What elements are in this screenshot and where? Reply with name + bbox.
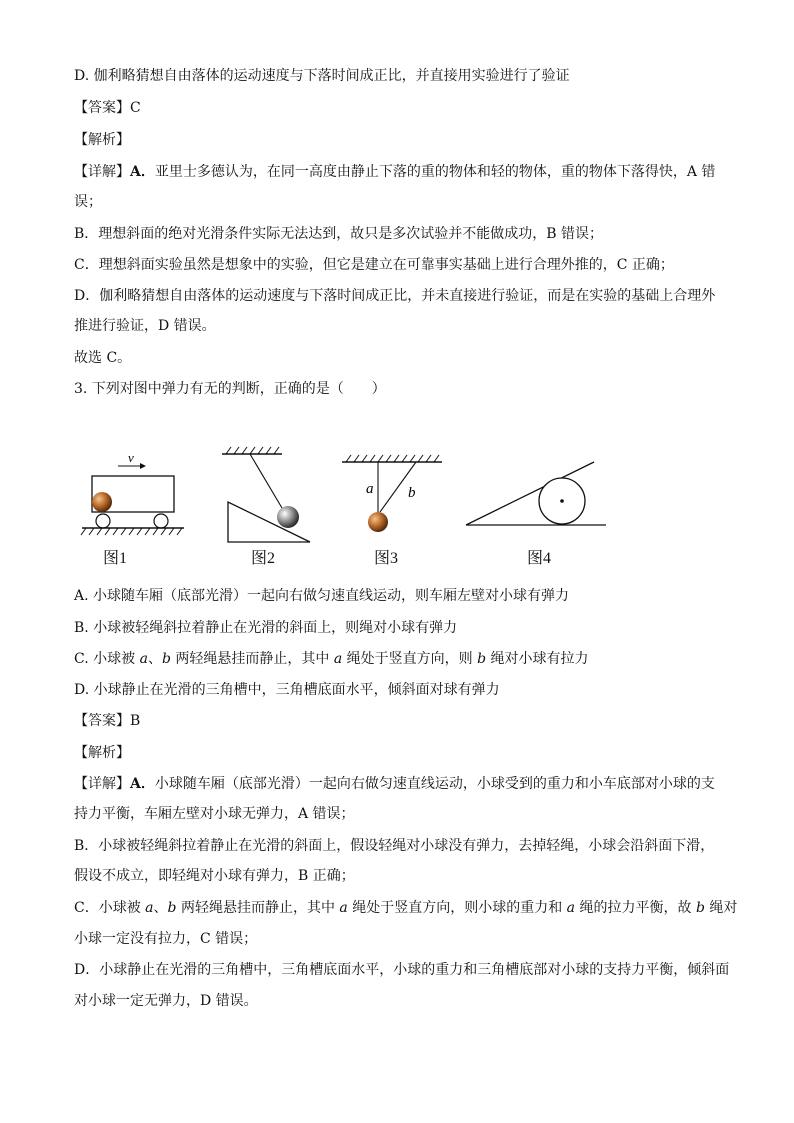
text-segment: 绳对 xyxy=(704,900,738,916)
detail-a-marker: A． xyxy=(130,776,155,792)
var-a: a xyxy=(566,900,576,916)
var-a: a xyxy=(333,651,343,667)
fig2-label: 图2 xyxy=(251,550,276,567)
detail-a-text: 小球随车厢（底部光滑）一起向右做匀速直线运动，小球受到的重力和小车底部对小球的支 xyxy=(154,776,715,792)
text-segment: 绳处于竖直方向，则小球的重力和 xyxy=(347,900,567,916)
fig3-label: 图3 xyxy=(374,550,399,567)
detail-prefix: 【详解】 xyxy=(74,776,130,792)
text-segment: 两轻绳悬挂而静止，其中 xyxy=(176,900,340,916)
text-segment: 绳的拉力平衡，故 xyxy=(575,900,696,916)
text-segment: 、 xyxy=(153,900,168,916)
q3-option-d: D. 小球静止在光滑的三角槽中，三角槽底面水平，倾斜面对球有弹力 xyxy=(74,682,500,698)
figure-3-two-ropes xyxy=(342,455,442,532)
figure-4-trough xyxy=(466,462,606,525)
text-segment: 两轻绳悬挂而静止，其中 xyxy=(170,651,334,667)
detail-prefix: 【详解】 xyxy=(74,164,130,180)
q3-detail-c-cont: 小球一定没有拉力，C 错误； xyxy=(74,931,258,947)
rope-2 xyxy=(250,454,282,508)
ball-4-center xyxy=(560,499,564,503)
q3-detail-b: B．小球被轻绳斜拉着静止在光滑的斜面上，假设轻绳对小球没有弹力，去掉轻绳，小球会沿斜面下滑， xyxy=(74,838,715,854)
q3-analysis-label: 【解析】 xyxy=(74,745,130,761)
ball-2 xyxy=(277,506,299,528)
q2-detail-b: B．理想斜面的绝对光滑条件实际无法达到，故只是多次试验并不能做成功，B 错误； xyxy=(74,226,604,242)
q3-detail-c xyxy=(74,898,737,918)
q3-detail-d: D．小球静止在光滑的三角槽中，三角槽底面水平，小球的重力和三角槽底部对小球的支持力平衡，倾斜面 xyxy=(74,962,730,978)
q3-detail-b-cont: 假设不成立，即轻绳对小球有弹力，B 正确； xyxy=(74,868,355,884)
fig4-label: 图4 xyxy=(527,550,552,567)
velocity-label: v xyxy=(128,450,134,465)
q3-stem: 3. 下列对图中弹力有无的判断，正确的是（ ） xyxy=(74,381,386,397)
q3-option-b: B. 小球被轻绳斜拉着静止在光滑的斜面上，则绳对小球有弹力 xyxy=(74,620,458,636)
ball-3 xyxy=(368,512,388,532)
q2-analysis-label: 【解析】 xyxy=(74,132,130,148)
var-a: a xyxy=(139,651,148,667)
fig1-label: 图1 xyxy=(103,550,128,567)
var-b: b xyxy=(161,651,171,667)
text-segment: 绳处于竖直方向，则 xyxy=(342,651,478,667)
var-a: a xyxy=(145,900,154,916)
q3-option-c xyxy=(74,649,589,669)
var-b: b xyxy=(477,651,487,667)
q2-conclusion: 故选 C。 xyxy=(74,350,132,366)
figure-1-cart xyxy=(81,450,184,535)
text-segment: 绳对小球有拉力 xyxy=(486,651,589,667)
text-segment: C．小球被 xyxy=(74,900,146,916)
var-b: b xyxy=(167,900,177,916)
q3-detail-a xyxy=(74,774,715,794)
q2-detail-a-cont: 误； xyxy=(74,194,102,210)
detail-a-marker: A． xyxy=(130,164,155,180)
text-segment: 、 xyxy=(147,651,162,667)
q3-answer: 【答案】B xyxy=(74,713,141,729)
var-b: b xyxy=(695,900,705,916)
q3-detail-a-cont: 持力平衡，车厢左壁对小球无弹力，A 错误； xyxy=(74,806,355,822)
q2-detail-d: D．伽利略猜想自由落体的运动速度与下落时间成正比，并未直接进行验证，而是在实验的基础上合理外 xyxy=(74,288,716,304)
text-segment: C. 小球被 xyxy=(74,651,140,667)
rope-a-label: a xyxy=(366,481,374,497)
q2-answer: 【答案】C xyxy=(74,100,141,116)
q2-detail-a xyxy=(74,162,715,182)
ball-1 xyxy=(92,492,112,512)
q2-detail-d-cont: 推进行验证，D 错误。 xyxy=(74,318,216,334)
q3-option-a: A. 小球随车厢（底部光滑）一起向右做匀速直线运动，则车厢左壁对小球有弹力 xyxy=(74,588,570,604)
rope-b-label: b xyxy=(408,485,416,501)
q2-option-d: D. 伽利略猜想自由落体的运动速度与下落时间成正比，并直接用实验进行了验证 xyxy=(74,68,570,84)
q3-detail-d-cont: 对小球一定无弹力，D 错误。 xyxy=(74,993,258,1009)
velocity-arrowhead xyxy=(140,463,146,469)
wheel-left xyxy=(96,514,110,528)
q2-detail-c: C．理想斜面实验虽然是想象中的实验，但它是建立在可靠事实基础上进行合理外推的，C 正确； xyxy=(74,257,674,273)
wheel-right xyxy=(154,514,168,528)
var-a: a xyxy=(339,900,348,916)
figure-2-incline xyxy=(222,447,310,542)
detail-a-text: 亚里士多德认为，在同一高度由静止下落的重的物体和轻的物体，重的物体下落得快，A 错 xyxy=(154,164,716,180)
